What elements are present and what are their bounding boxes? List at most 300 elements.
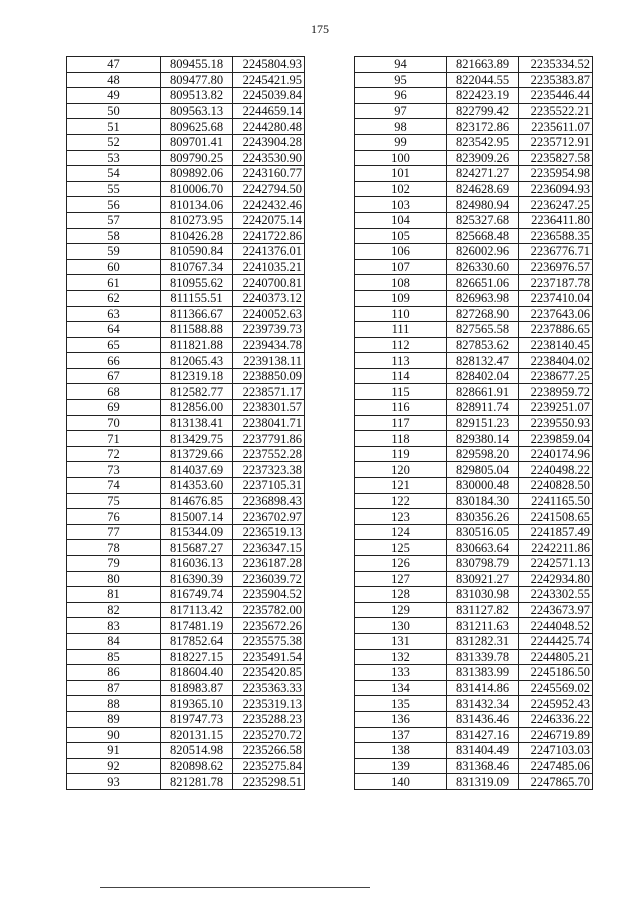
point-number-cell: 96 — [355, 88, 447, 104]
point-number-cell: 112 — [355, 337, 447, 353]
y-coordinate-cell: 2243530.90 — [233, 150, 305, 166]
point-number-cell: 58 — [67, 228, 161, 244]
y-coordinate-cell: 2242571.13 — [519, 556, 593, 572]
y-coordinate-cell: 2235672.26 — [233, 618, 305, 634]
table-row — [67, 368, 305, 384]
x-coordinate-cell: 812319.18 — [161, 368, 233, 384]
point-number-cell: 124 — [355, 524, 447, 540]
point-number-cell: 61 — [67, 275, 161, 291]
point-number-cell: 84 — [67, 633, 161, 649]
point-number-cell: 67 — [67, 368, 161, 384]
x-coordinate-cell: 824271.27 — [447, 166, 519, 182]
x-coordinate-cell: 827853.62 — [447, 337, 519, 353]
y-coordinate-cell: 2237410.04 — [519, 290, 593, 306]
table-row — [355, 743, 593, 759]
table-row — [355, 462, 593, 478]
x-coordinate-cell: 830000.48 — [447, 478, 519, 494]
x-coordinate-cell: 814676.85 — [161, 493, 233, 509]
x-coordinate-cell: 812582.77 — [161, 384, 233, 400]
x-coordinate-cell: 827565.58 — [447, 322, 519, 338]
page-number: 175 — [311, 22, 329, 36]
y-coordinate-cell: 2235522.21 — [519, 103, 593, 119]
point-number-cell: 54 — [67, 166, 161, 182]
table-row — [355, 57, 593, 73]
table-row — [67, 119, 305, 135]
table-row — [67, 727, 305, 743]
y-coordinate-cell: 2236976.57 — [519, 259, 593, 275]
table-row — [355, 400, 593, 416]
table-row — [355, 134, 593, 150]
x-coordinate-cell: 828911.74 — [447, 400, 519, 416]
point-number-cell: 72 — [67, 446, 161, 462]
x-coordinate-cell: 826963.98 — [447, 290, 519, 306]
y-coordinate-cell: 2237105.31 — [233, 478, 305, 494]
table-row — [355, 166, 593, 182]
x-coordinate-cell: 831436.46 — [447, 711, 519, 727]
point-number-cell: 122 — [355, 493, 447, 509]
x-coordinate-cell: 829151.23 — [447, 415, 519, 431]
table-row — [67, 758, 305, 774]
x-coordinate-cell: 809892.06 — [161, 166, 233, 182]
y-coordinate-cell: 2240373.12 — [233, 290, 305, 306]
x-coordinate-cell: 820514.98 — [161, 743, 233, 759]
point-number-cell: 49 — [67, 88, 161, 104]
y-coordinate-cell: 2235334.52 — [519, 57, 593, 73]
y-coordinate-cell: 2239138.11 — [233, 353, 305, 369]
table-row — [355, 633, 593, 649]
x-coordinate-cell: 822423.19 — [447, 88, 519, 104]
y-coordinate-cell: 2235446.44 — [519, 88, 593, 104]
table-row — [67, 602, 305, 618]
table-row — [67, 337, 305, 353]
y-coordinate-cell: 2236588.35 — [519, 228, 593, 244]
x-coordinate-cell: 823172.86 — [447, 119, 519, 135]
x-coordinate-cell: 816749.74 — [161, 587, 233, 603]
y-coordinate-cell: 2236247.25 — [519, 197, 593, 213]
y-coordinate-cell: 2242432.46 — [233, 197, 305, 213]
x-coordinate-cell: 815007.14 — [161, 509, 233, 525]
x-coordinate-cell: 811821.88 — [161, 337, 233, 353]
table-row — [355, 212, 593, 228]
y-coordinate-cell: 2237187.78 — [519, 275, 593, 291]
x-coordinate-cell: 830356.26 — [447, 509, 519, 525]
table-row — [355, 103, 593, 119]
table-row — [67, 150, 305, 166]
y-coordinate-cell: 2238677.25 — [519, 368, 593, 384]
point-number-cell: 83 — [67, 618, 161, 634]
y-coordinate-cell: 2245569.02 — [519, 680, 593, 696]
x-coordinate-cell: 814353.60 — [161, 478, 233, 494]
y-coordinate-cell: 2246719.89 — [519, 727, 593, 743]
x-coordinate-cell: 831414.86 — [447, 680, 519, 696]
x-coordinate-cell: 823542.95 — [447, 134, 519, 150]
point-number-cell: 48 — [67, 72, 161, 88]
table-row — [355, 758, 593, 774]
table-row — [67, 696, 305, 712]
y-coordinate-cell: 2238140.45 — [519, 337, 593, 353]
coordinate-table-right — [354, 56, 593, 790]
table-row — [355, 587, 593, 603]
point-number-cell: 60 — [67, 259, 161, 275]
table-row — [355, 431, 593, 447]
y-coordinate-cell: 2235575.38 — [233, 633, 305, 649]
x-coordinate-cell: 811588.88 — [161, 322, 233, 338]
x-coordinate-cell: 830663.64 — [447, 540, 519, 556]
y-coordinate-cell: 2242934.80 — [519, 571, 593, 587]
x-coordinate-cell: 810955.62 — [161, 275, 233, 291]
y-coordinate-cell: 2235383.87 — [519, 72, 593, 88]
y-coordinate-cell: 2240700.81 — [233, 275, 305, 291]
x-coordinate-cell: 831339.78 — [447, 649, 519, 665]
x-coordinate-cell: 819365.10 — [161, 696, 233, 712]
table-row — [67, 166, 305, 182]
point-number-cell: 87 — [67, 680, 161, 696]
point-number-cell: 52 — [67, 134, 161, 150]
x-coordinate-cell: 809563.13 — [161, 103, 233, 119]
x-coordinate-cell: 811366.67 — [161, 306, 233, 322]
point-number-cell: 133 — [355, 665, 447, 681]
y-coordinate-cell: 2237643.06 — [519, 306, 593, 322]
table-row — [67, 649, 305, 665]
point-number-cell: 115 — [355, 384, 447, 400]
table-row — [355, 337, 593, 353]
table-row — [355, 181, 593, 197]
y-coordinate-cell: 2244425.74 — [519, 633, 593, 649]
y-coordinate-cell: 2240828.50 — [519, 478, 593, 494]
point-number-cell: 109 — [355, 290, 447, 306]
table-row — [355, 244, 593, 260]
point-number-cell: 64 — [67, 322, 161, 338]
y-coordinate-cell: 2240052.63 — [233, 306, 305, 322]
point-number-cell: 134 — [355, 680, 447, 696]
x-coordinate-cell: 809455.18 — [161, 57, 233, 73]
x-coordinate-cell: 814037.69 — [161, 462, 233, 478]
table-row — [355, 150, 593, 166]
table-row — [67, 774, 305, 790]
x-coordinate-cell: 829598.20 — [447, 446, 519, 462]
y-coordinate-cell: 2244659.14 — [233, 103, 305, 119]
table-row — [355, 478, 593, 494]
y-coordinate-cell: 2241376.01 — [233, 244, 305, 260]
x-coordinate-cell: 831127.82 — [447, 602, 519, 618]
point-number-cell: 69 — [67, 400, 161, 416]
point-number-cell: 53 — [67, 150, 161, 166]
point-number-cell: 55 — [67, 181, 161, 197]
y-coordinate-cell: 2237552.28 — [233, 446, 305, 462]
y-coordinate-cell: 2243160.77 — [233, 166, 305, 182]
y-coordinate-cell: 2239739.73 — [233, 322, 305, 338]
point-number-cell: 119 — [355, 446, 447, 462]
table-row — [67, 72, 305, 88]
table-row — [355, 665, 593, 681]
table-row — [67, 446, 305, 462]
y-coordinate-cell: 2247865.70 — [519, 774, 593, 790]
x-coordinate-cell: 824628.69 — [447, 181, 519, 197]
point-number-cell: 94 — [355, 57, 447, 73]
x-coordinate-cell: 812856.00 — [161, 400, 233, 416]
table-row — [355, 618, 593, 634]
table-row — [355, 306, 593, 322]
point-number-cell: 75 — [67, 493, 161, 509]
table-row — [67, 743, 305, 759]
point-number-cell: 89 — [67, 711, 161, 727]
table-row — [355, 259, 593, 275]
point-number-cell: 81 — [67, 587, 161, 603]
point-number-cell: 86 — [67, 665, 161, 681]
y-coordinate-cell: 2241857.49 — [519, 524, 593, 540]
y-coordinate-cell: 2239251.07 — [519, 400, 593, 416]
table-row — [67, 556, 305, 572]
table-row — [67, 665, 305, 681]
y-coordinate-cell: 2244280.48 — [233, 119, 305, 135]
y-coordinate-cell: 2235827.58 — [519, 150, 593, 166]
point-number-cell: 62 — [67, 290, 161, 306]
x-coordinate-cell: 828402.04 — [447, 368, 519, 384]
footer-rule — [100, 887, 370, 888]
x-coordinate-cell: 813729.66 — [161, 446, 233, 462]
point-number-cell: 93 — [67, 774, 161, 790]
x-coordinate-cell: 831282.31 — [447, 633, 519, 649]
y-coordinate-cell: 2237323.38 — [233, 462, 305, 478]
point-number-cell: 59 — [67, 244, 161, 260]
point-number-cell: 117 — [355, 415, 447, 431]
table-row — [67, 478, 305, 494]
table-row — [67, 244, 305, 260]
x-coordinate-cell: 810590.84 — [161, 244, 233, 260]
x-coordinate-cell: 809477.80 — [161, 72, 233, 88]
x-coordinate-cell: 809625.68 — [161, 119, 233, 135]
point-number-cell: 121 — [355, 478, 447, 494]
table-row — [67, 103, 305, 119]
y-coordinate-cell: 2235954.98 — [519, 166, 593, 182]
y-coordinate-cell: 2235319.13 — [233, 696, 305, 712]
table-row — [355, 353, 593, 369]
x-coordinate-cell: 825327.68 — [447, 212, 519, 228]
point-number-cell: 88 — [67, 696, 161, 712]
y-coordinate-cell: 2247485.06 — [519, 758, 593, 774]
y-coordinate-cell: 2237886.65 — [519, 322, 593, 338]
table-row — [67, 181, 305, 197]
y-coordinate-cell: 2245186.50 — [519, 665, 593, 681]
x-coordinate-cell: 828132.47 — [447, 353, 519, 369]
table-row — [67, 134, 305, 150]
y-coordinate-cell: 2240174.96 — [519, 446, 593, 462]
table-row — [67, 322, 305, 338]
x-coordinate-cell: 826002.96 — [447, 244, 519, 260]
y-coordinate-cell: 2235491.54 — [233, 649, 305, 665]
x-coordinate-cell: 809790.25 — [161, 150, 233, 166]
y-coordinate-cell: 2245421.95 — [233, 72, 305, 88]
y-coordinate-cell: 2238404.02 — [519, 353, 593, 369]
x-coordinate-cell: 821281.78 — [161, 774, 233, 790]
y-coordinate-cell: 2242794.50 — [233, 181, 305, 197]
x-coordinate-cell: 831404.49 — [447, 743, 519, 759]
table-row — [355, 197, 593, 213]
x-coordinate-cell: 830516.05 — [447, 524, 519, 540]
point-number-cell: 90 — [67, 727, 161, 743]
point-number-cell: 56 — [67, 197, 161, 213]
point-number-cell: 128 — [355, 587, 447, 603]
point-number-cell: 85 — [67, 649, 161, 665]
table-row — [67, 633, 305, 649]
y-coordinate-cell: 2242211.86 — [519, 540, 593, 556]
x-coordinate-cell: 830798.79 — [447, 556, 519, 572]
table-row — [355, 290, 593, 306]
point-number-cell: 47 — [67, 57, 161, 73]
table-row — [67, 197, 305, 213]
y-coordinate-cell: 2238959.72 — [519, 384, 593, 400]
table-row — [67, 540, 305, 556]
x-coordinate-cell: 819747.73 — [161, 711, 233, 727]
x-coordinate-cell: 830921.27 — [447, 571, 519, 587]
table-row — [67, 587, 305, 603]
point-number-cell: 98 — [355, 119, 447, 135]
table-row — [355, 72, 593, 88]
y-coordinate-cell: 2245039.84 — [233, 88, 305, 104]
table-row — [67, 290, 305, 306]
x-coordinate-cell: 818227.15 — [161, 649, 233, 665]
point-number-cell: 79 — [67, 556, 161, 572]
y-coordinate-cell: 2236347.15 — [233, 540, 305, 556]
point-number-cell: 118 — [355, 431, 447, 447]
point-number-cell: 91 — [67, 743, 161, 759]
x-coordinate-cell: 820131.15 — [161, 727, 233, 743]
table-row — [355, 275, 593, 291]
y-coordinate-cell: 2236411.80 — [519, 212, 593, 228]
table-row — [355, 680, 593, 696]
y-coordinate-cell: 2236094.93 — [519, 181, 593, 197]
x-coordinate-cell: 822799.42 — [447, 103, 519, 119]
point-number-cell: 135 — [355, 696, 447, 712]
table-row — [67, 57, 305, 73]
point-number-cell: 107 — [355, 259, 447, 275]
point-number-cell: 80 — [67, 571, 161, 587]
table-row — [67, 212, 305, 228]
point-number-cell: 71 — [67, 431, 161, 447]
y-coordinate-cell: 2235275.84 — [233, 758, 305, 774]
table-row — [67, 680, 305, 696]
y-coordinate-cell: 2245804.93 — [233, 57, 305, 73]
y-coordinate-cell: 2239550.93 — [519, 415, 593, 431]
x-coordinate-cell: 816036.13 — [161, 556, 233, 572]
table-row — [67, 400, 305, 416]
x-coordinate-cell: 821663.89 — [447, 57, 519, 73]
y-coordinate-cell: 2244048.52 — [519, 618, 593, 634]
y-coordinate-cell: 2238571.17 — [233, 384, 305, 400]
point-number-cell: 120 — [355, 462, 447, 478]
point-number-cell: 95 — [355, 72, 447, 88]
x-coordinate-cell: 830184.30 — [447, 493, 519, 509]
x-coordinate-cell: 809513.82 — [161, 88, 233, 104]
y-coordinate-cell: 2241035.21 — [233, 259, 305, 275]
point-number-cell: 125 — [355, 540, 447, 556]
point-number-cell: 68 — [67, 384, 161, 400]
table-row — [67, 493, 305, 509]
point-number-cell: 131 — [355, 633, 447, 649]
point-number-cell: 77 — [67, 524, 161, 540]
y-coordinate-cell: 2235266.58 — [233, 743, 305, 759]
y-coordinate-cell: 2246336.22 — [519, 711, 593, 727]
point-number-cell: 103 — [355, 197, 447, 213]
y-coordinate-cell: 2236776.71 — [519, 244, 593, 260]
point-number-cell: 104 — [355, 212, 447, 228]
point-number-cell: 111 — [355, 322, 447, 338]
table-row — [355, 649, 593, 665]
x-coordinate-cell: 815687.27 — [161, 540, 233, 556]
x-coordinate-cell: 825668.48 — [447, 228, 519, 244]
y-coordinate-cell: 2236702.97 — [233, 509, 305, 525]
x-coordinate-cell: 831427.16 — [447, 727, 519, 743]
y-coordinate-cell: 2235420.85 — [233, 665, 305, 681]
table-row — [67, 275, 305, 291]
point-number-cell: 65 — [67, 337, 161, 353]
y-coordinate-cell: 2236039.72 — [233, 571, 305, 587]
x-coordinate-cell: 810426.28 — [161, 228, 233, 244]
y-coordinate-cell: 2237791.86 — [233, 431, 305, 447]
y-coordinate-cell: 2245952.43 — [519, 696, 593, 712]
y-coordinate-cell: 2236519.13 — [233, 524, 305, 540]
point-number-cell: 92 — [67, 758, 161, 774]
table-row — [67, 88, 305, 104]
table-row — [67, 711, 305, 727]
table-row — [67, 384, 305, 400]
y-coordinate-cell: 2241722.86 — [233, 228, 305, 244]
table-row — [355, 774, 593, 790]
x-coordinate-cell: 809701.41 — [161, 134, 233, 150]
x-coordinate-cell: 828661.91 — [447, 384, 519, 400]
point-number-cell: 74 — [67, 478, 161, 494]
y-coordinate-cell: 2236898.43 — [233, 493, 305, 509]
table-row — [355, 368, 593, 384]
y-coordinate-cell: 2235288.23 — [233, 711, 305, 727]
x-coordinate-cell: 813138.41 — [161, 415, 233, 431]
y-coordinate-cell: 2247103.03 — [519, 743, 593, 759]
table-row — [355, 602, 593, 618]
point-number-cell: 99 — [355, 134, 447, 150]
x-coordinate-cell: 822044.55 — [447, 72, 519, 88]
x-coordinate-cell: 820898.62 — [161, 758, 233, 774]
x-coordinate-cell: 817852.64 — [161, 633, 233, 649]
point-number-cell: 102 — [355, 181, 447, 197]
table-row — [67, 259, 305, 275]
y-coordinate-cell: 2243904.28 — [233, 134, 305, 150]
table-row — [355, 711, 593, 727]
x-coordinate-cell: 813429.75 — [161, 431, 233, 447]
table-row — [355, 571, 593, 587]
y-coordinate-cell: 2235363.33 — [233, 680, 305, 696]
point-number-cell: 105 — [355, 228, 447, 244]
point-number-cell: 82 — [67, 602, 161, 618]
point-number-cell: 76 — [67, 509, 161, 525]
table-row — [355, 415, 593, 431]
point-number-cell: 106 — [355, 244, 447, 260]
x-coordinate-cell: 810273.95 — [161, 212, 233, 228]
x-coordinate-cell: 831383.99 — [447, 665, 519, 681]
x-coordinate-cell: 817481.19 — [161, 618, 233, 634]
point-number-cell: 50 — [67, 103, 161, 119]
point-number-cell: 137 — [355, 727, 447, 743]
point-number-cell: 123 — [355, 509, 447, 525]
y-coordinate-cell: 2238850.09 — [233, 368, 305, 384]
y-coordinate-cell: 2235904.52 — [233, 587, 305, 603]
x-coordinate-cell: 827268.90 — [447, 306, 519, 322]
x-coordinate-cell: 816390.39 — [161, 571, 233, 587]
table-row — [355, 727, 593, 743]
point-number-cell: 140 — [355, 774, 447, 790]
y-coordinate-cell: 2239859.04 — [519, 431, 593, 447]
table-row — [355, 493, 593, 509]
y-coordinate-cell: 2241508.65 — [519, 509, 593, 525]
